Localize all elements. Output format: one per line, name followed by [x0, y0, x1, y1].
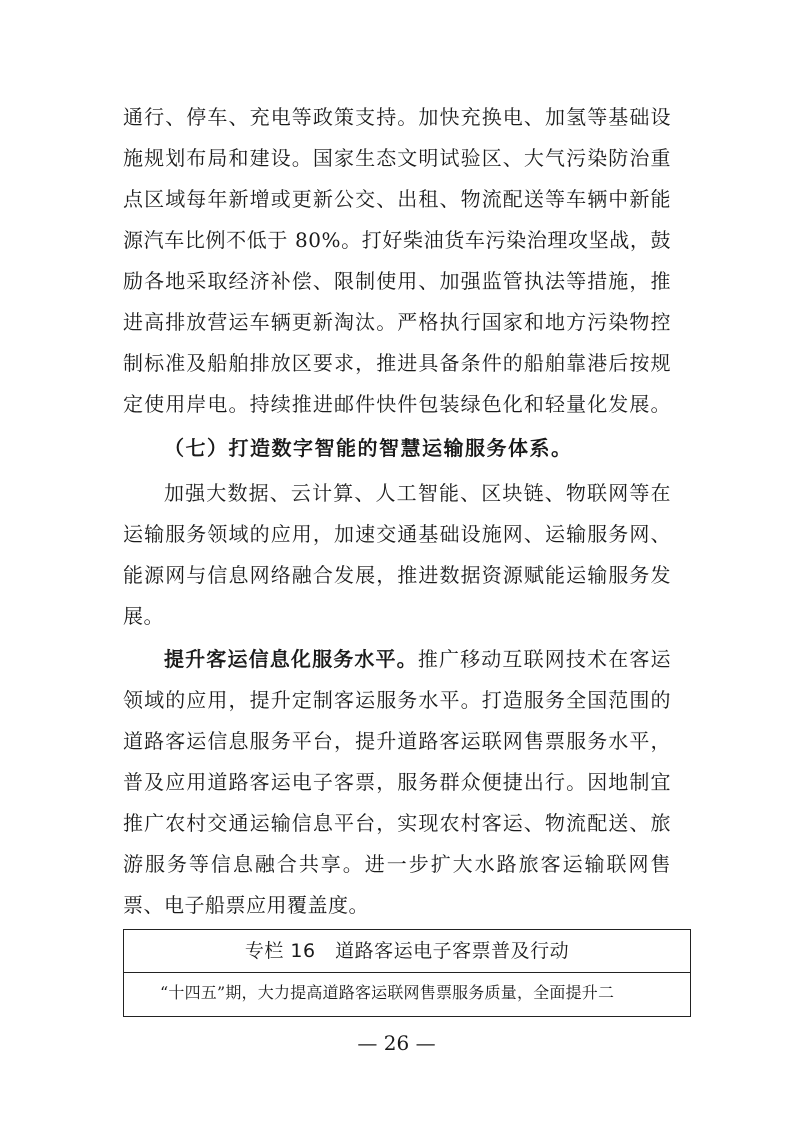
page-number: — 26 — — [357, 1031, 436, 1055]
paragraph1-line-5: 励各地采取经济补偿、限制使用、加强监管执法等措施，推 — [123, 269, 671, 293]
paragraph1-line-4: 源汽车比例不低于 80%。打好柴油货车污染治理攻坚战，鼓 — [123, 228, 671, 252]
paragraph1-line-6: 进高排放营运车辆更新淘汰。严格执行国家和地方污染物控 — [123, 310, 671, 334]
paragraph3-line-7: 票、电子船票应用覆盖度。 — [123, 893, 369, 917]
paragraph2-line-1: 加强大数据、云计算、人工智能、区块链、物联网等在 — [164, 481, 671, 505]
paragraph1-line-2: 施规划布局和建设。国家生态文明试验区、大气污染防治重 — [123, 146, 671, 170]
special-column-title: 专栏 16 道路客运电子客票普及行动 — [124, 930, 690, 973]
paragraph1-line-3: 点区域每年新增或更新公交、出租、物流配送等车辆中新能 — [123, 187, 671, 211]
paragraph1-line-1: 通行、停车、充电等政策支持。加快充换电、加氢等基础设 — [123, 105, 671, 129]
paragraph3-line-3: 道路客运信息服务平台，提升道路客运联网售票服务水平， — [123, 729, 671, 753]
paragraph2-line-2: 运输服务领域的应用，加速交通基础设施网、运输服务网、 — [123, 522, 671, 546]
paragraph3-line-4: 普及应用道路客运电子客票，服务群众便捷出行。因地制宜 — [123, 770, 671, 794]
special-column-box — [123, 929, 691, 1017]
paragraph1-line-7: 制标准及船舶排放区要求，推进具备条件的船舶靠港后按规 — [123, 351, 671, 375]
section-heading: （七）打造数字智能的智慧运输服务体系。 — [164, 436, 573, 460]
paragraph3-line-2: 领域的应用，提升定制客运服务水平。打造服务全国范围的 — [123, 688, 671, 712]
paragraph3-first-line-rest: 推广移动互联网技术在客运 — [417, 647, 672, 671]
paragraph2-line-4: 展。 — [123, 604, 164, 628]
paragraph3-lead: 提升客运信息化服务水平。 — [164, 647, 418, 671]
paragraph3-line-5: 推广农村交通运输信息平台，实现农村客运、物流配送、旅 — [123, 811, 671, 835]
paragraph2-line-3: 能源网与信息网络融合发展，推进数据资源赋能运输服务发 — [123, 563, 671, 587]
special-column-body: “十四五”期，大力提高道路客运联网售票服务质量，全面提升二 — [160, 983, 615, 1002]
paragraph3-line-1 — [164, 646, 671, 672]
paragraph1-line-8: 定使用岸电。持续推进邮件快件包装绿色化和轻量化发展。 — [123, 392, 671, 416]
paragraph3-line-6: 游服务等信息融合共享。进一步扩大水路旅客运输联网售 — [123, 852, 671, 876]
